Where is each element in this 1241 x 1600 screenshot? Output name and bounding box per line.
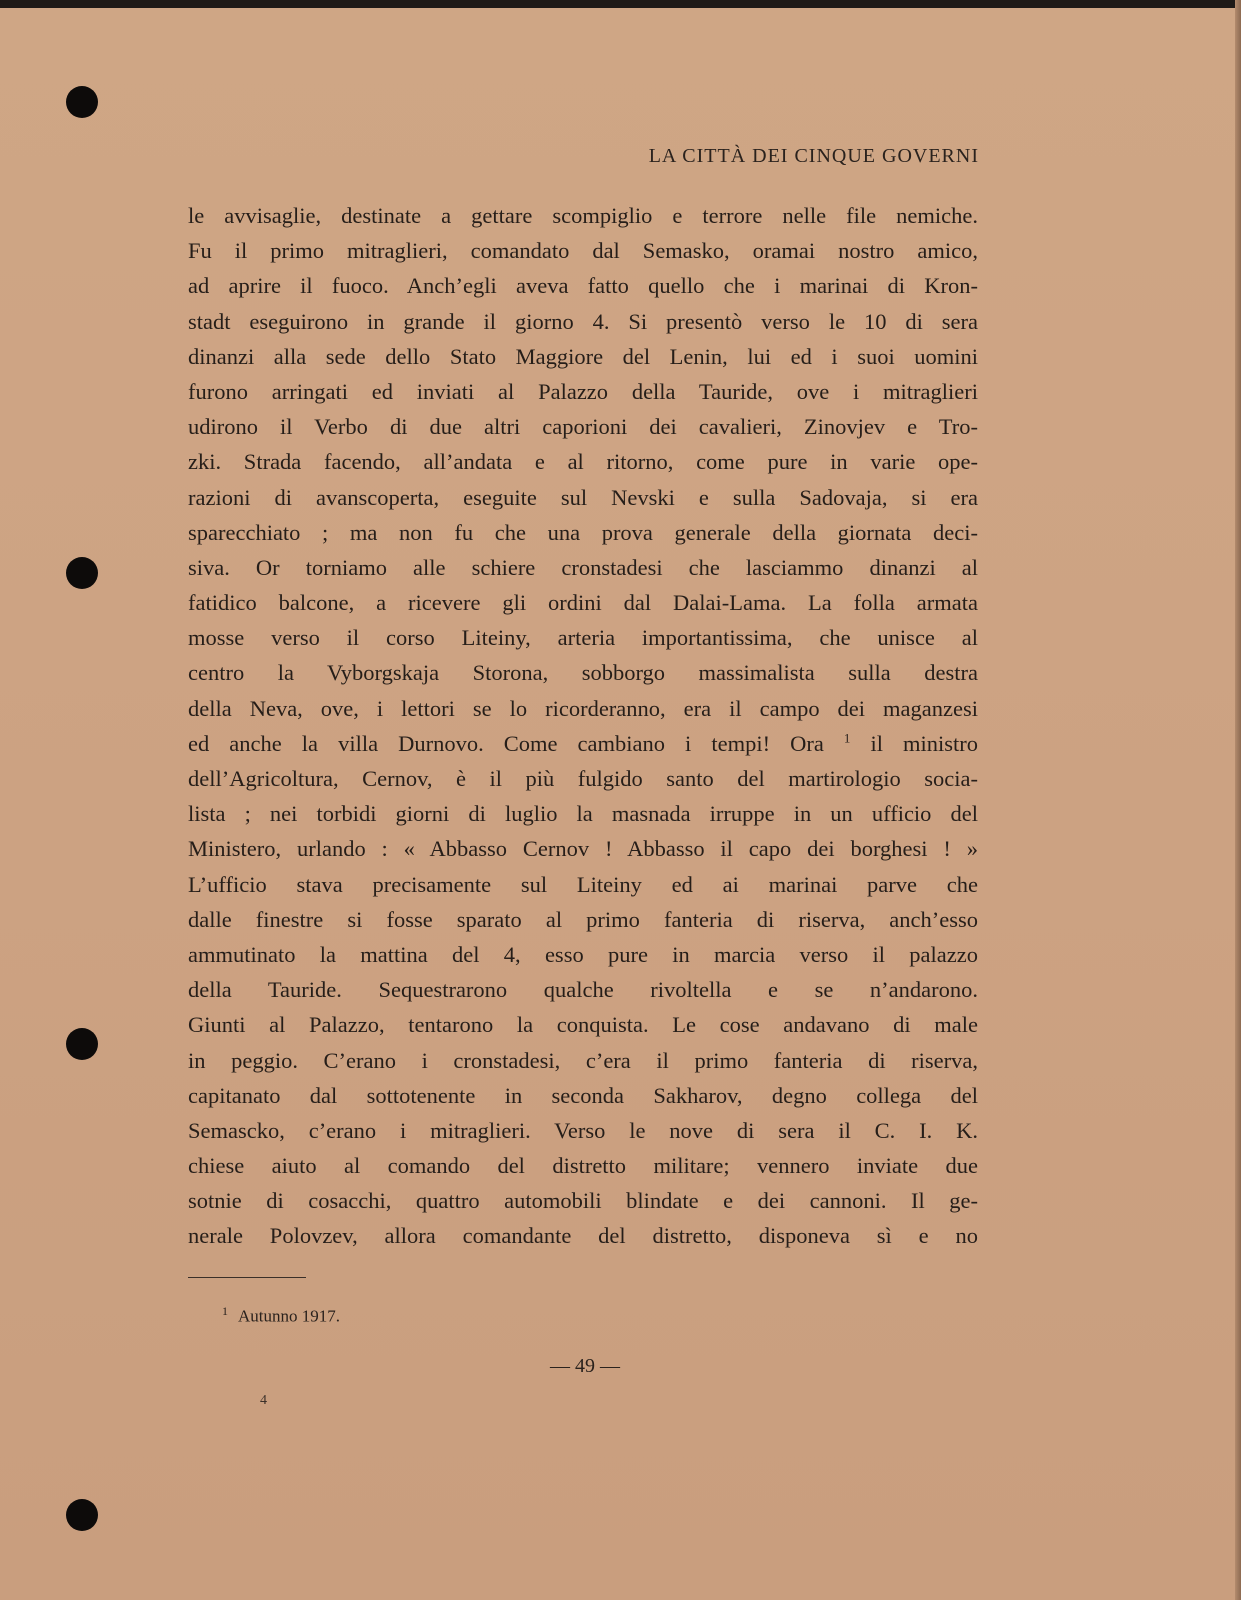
text-line: della Tauride. Sequestrarono qualche rivoltella e se n’andarono. xyxy=(188,977,978,1003)
text-line-part: ed anche la villa Durnovo. Come cambiano i tempi! Ora xyxy=(188,730,824,756)
punch-hole xyxy=(66,1499,98,1531)
text-line: chiese aiuto al comando del distretto militare; vennero inviate due xyxy=(188,1153,978,1179)
text-line: fatidico balcone, a ricevere gli ordini dal Dalai-Lama. La folla armata xyxy=(188,590,978,616)
text-line: ammutinato la mattina del 4, esso pure in marcia verso il palazzo xyxy=(188,941,978,967)
text-line: Semascko, c’erano i mitraglieri. Verso le nove di sera il C. I. K. xyxy=(188,1117,978,1143)
text-line: capitanato dal sottotenente in seconda Sakharov, degno collega del xyxy=(188,1082,978,1108)
text-line: udirono il Verbo di due altri caporioni dei cavalieri, Zinovjev e Tro- xyxy=(188,414,978,440)
text-line-part: il ministro xyxy=(870,730,979,756)
text-line: lista ; nei torbidi giorni di luglio la masnada irruppe in un ufficio del xyxy=(188,801,978,827)
footnote-reference: 1 xyxy=(843,730,851,746)
scan-right-edge xyxy=(1235,0,1241,1600)
scan-top-edge xyxy=(0,0,1241,8)
punch-hole xyxy=(66,86,98,118)
text-line: Fu il primo mitraglieri, comandato dal Semasko, oramai nostro amico, xyxy=(188,238,978,264)
punch-hole xyxy=(66,557,98,589)
footnote-text: Autunno 1917. xyxy=(238,1306,340,1326)
text-line: le avvisaglie, destinate a gettare scompiglio e terrore nelle file nemiche. xyxy=(188,203,978,228)
text-line: sparecchiato ; ma non fu che una prova generale della giornata deci- xyxy=(188,519,978,545)
text-line: della Neva, ove, i lettori se lo ricorderanno, era il campo dei maganzesi xyxy=(188,695,978,721)
text-line: mosse verso il corso Liteiny, arteria importantissima, che unisce al xyxy=(188,625,978,651)
text-line: sotnie di cosacchi, quattro automobili blindate e dei cannoni. Il ge- xyxy=(188,1188,978,1214)
text-line: nerale Polovzev, allora comandante del distretto, disponeva sì e no xyxy=(188,1223,978,1249)
text-line: centro la Vyborgskaja Storona, sobborgo massimalista sulla destra xyxy=(188,660,978,686)
text-line: Ministero, urlando : « Abbasso Cernov ! Abbasso il capo dei borghesi ! » xyxy=(188,836,978,862)
footnote-number: 1 xyxy=(222,1304,228,1318)
body-text xyxy=(188,198,978,1254)
text-line: dell’Agricoltura, Cernov, è il più fulgido santo del martirologio socia- xyxy=(188,766,978,791)
signature-mark: 4 xyxy=(260,1393,267,1408)
text-line: dinanzi alla sede dello Stato Maggiore del Lenin, lui ed i suoi uomini xyxy=(188,343,978,369)
punch-hole xyxy=(66,1028,98,1060)
text-line: L’ufficio stava precisamente sul Liteiny ed ai marinai parve che xyxy=(188,871,978,897)
text-line: razioni di avanscoperta, eseguite sul Nevski e sulla Sadovaja, si era xyxy=(188,484,978,510)
text-line: zki. Strada facendo, all’andata e al ritorno, come pure in varie ope- xyxy=(188,449,978,475)
text-line: furono arringati ed inviati al Palazzo della Tauride, ove i mitraglieri xyxy=(188,378,978,404)
text-line: stadt eseguirono in grande il giorno 4. Si presentò verso le 10 di sera xyxy=(188,308,978,334)
text-line: in peggio. C’erano i cronstadesi, c’era il primo fanteria di riserva, xyxy=(188,1047,978,1073)
text-line: siva. Or torniamo alle schiere cronstadesi che lasciammo dinanzi al xyxy=(188,554,978,580)
text-line-with-footnote xyxy=(188,726,978,761)
text-line: dalle finestre si fosse sparato al primo fanteria di riserva, anch’esso xyxy=(188,906,978,932)
running-title: LA CITTÀ DEI CINQUE GOVERNI xyxy=(648,145,979,167)
page-number: — 49 — xyxy=(550,1355,620,1377)
text-line: ad aprire il fuoco. Anch’egli aveva fatto quello che i marinai di Kron- xyxy=(188,273,978,299)
footnote xyxy=(222,1304,340,1327)
text-line: Giunti al Palazzo, tentarono la conquista. Le cose andavano di male xyxy=(188,1012,978,1038)
footnote-rule xyxy=(188,1277,306,1278)
